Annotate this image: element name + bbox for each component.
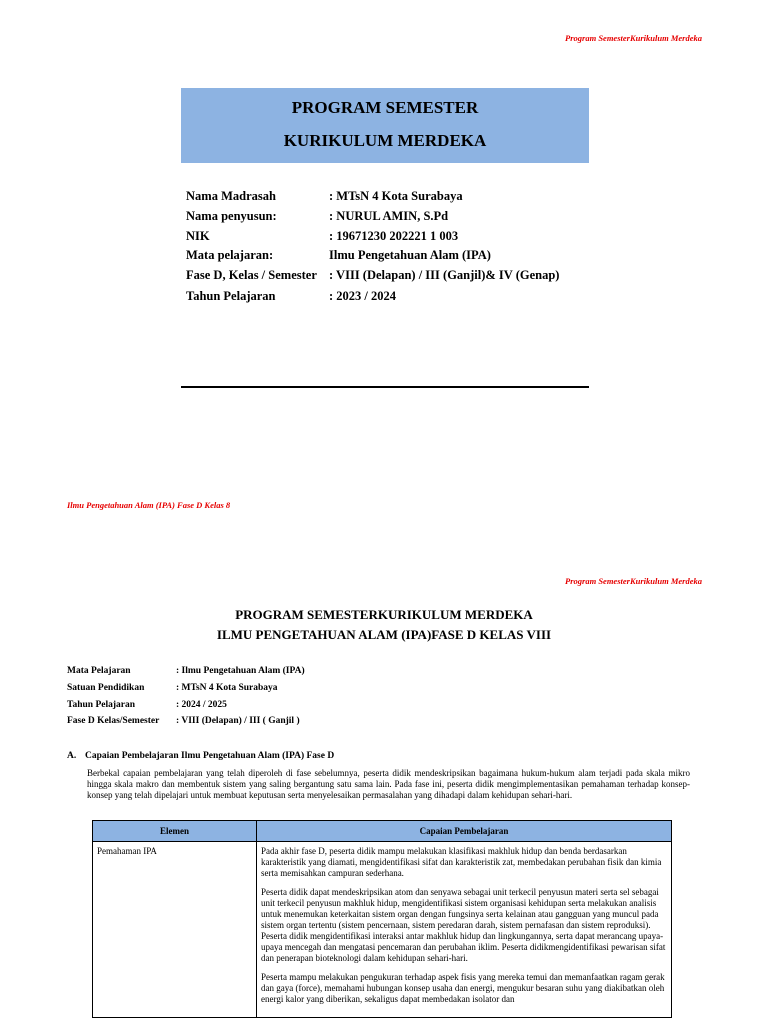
info-value: : MTsN 4 Kota Surabaya	[176, 683, 278, 693]
info-value: Ilmu Pengetahuan Alam (IPA)	[329, 248, 491, 262]
section-intro-paragraph: Berbekal capaian pembelajaran yang telah diperoleh di fase sebelumnya, peserta didik mendeskripsikan bagaimana hukum-hukum alam terjadi pada skala mikro hingga skala makro dan membentuk sistem yang saling bergantung satu sama lain. Pada fase ini, peserta didik mengimplementasikan pemahaman terhadap konsep-konsep yang telah dipelajari untuk membuat keputusan serta menyelesaikan permasalahan yang dihadapi dalam kehidupan sehari-hari.	[87, 768, 690, 800]
info-value: : VIII (Delapan) / III ( Ganjil )	[176, 716, 300, 726]
section-title: Capaian Pembelajaran Ilmu Pengetahuan Alam (IPA) Fase D	[85, 751, 335, 761]
capaian-paragraph: Pada akhir fase D, peserta didik mampu melakukan klasifikasi makhluk hidup dan benda berdasarkan karakteristik yang diamati, mengidentifikasi sifat dan karakteristik zat, membedakan perubahan fisik dan kimia serta memisahkan campuran sederhana.	[261, 846, 662, 878]
capaian-paragraph: Peserta didik dapat mendeskripsikan atom dan senyawa sebagai unit terkecil penyusun materi serta sel sebagai unit terkecil penyusun makhluk hidup, mengidentifikasi sistem organisasi kehidupan serta melakukan analisis untuk menemukan keterkaitan sistem organ dengan fungsinya serta kelainan atau gangguan yang muncul pada sistem organ tertentu (sistem pencernaan, sistem peredaran darah, sistem pernafasan dan sistem reproduksi). Peserta didik mengidentifikasi interaksi antar makhluk hidup dan lingkungannya, serta dapat merancang upaya-upaya mencegah dan mengatasi pencemaran dan perubahan iklim. Peserta didikmengidentifikasi pewarisan sifat dan penerapan bioteknologi dalam kehidupan sehari-hari.	[261, 887, 666, 963]
page-footer: Ilmu Pengetahuan Alam (IPA) Fase D Kelas 8	[67, 500, 231, 510]
section-heading	[67, 751, 667, 763]
info-label: Nama Madrasah	[186, 189, 276, 203]
info-label: Fase D, Kelas / Semester	[186, 268, 317, 282]
info-label: NIK	[186, 229, 210, 243]
column-header-capaian: Capaian Pembelajaran	[257, 821, 672, 842]
page-header: Program SemesterKurikulum Merdeka	[565, 33, 702, 43]
info-row	[0, 248, 768, 262]
info-label: Tahun Pelajaran	[67, 700, 136, 710]
capaian-paragraph: Peserta mampu melakukan pengukuran terhadap aspek fisis yang mereka temui dan memanfaatkan ragam gerak dan gaya (force), memahami hubungan konsep usaha dan energi, mengukur besaran suhu yang diakibatkan oleh energi kalor yang diberikan, sekaligus dapat membedakan isolator dan	[261, 972, 665, 1004]
document-title: PROGRAM SEMESTERKURIKULUM MERDEKA	[235, 607, 533, 622]
info-value: : VIII (Delapan) / III (Ganjil)& IV (Genap)	[329, 268, 560, 282]
info-row	[0, 189, 768, 203]
info-value: : 2023 / 2024	[329, 289, 397, 303]
cover-title-box	[181, 88, 589, 163]
info-row	[0, 229, 768, 243]
table-cell-capaian	[257, 842, 672, 1018]
table-cell-elemen: Pemahaman IPA	[93, 842, 257, 1018]
info-value: : 2024 / 2025	[176, 700, 227, 710]
document-subtitle: ILMU PENGETAHUAN ALAM (IPA)FASE D KELAS VIII	[216, 627, 552, 642]
info-row	[0, 289, 768, 303]
info-value: : NURUL AMIN, S.Pd	[329, 209, 449, 223]
table-header-row	[93, 821, 672, 842]
info-row	[0, 700, 768, 712]
info-value: : 19671230 202221 1 003	[329, 229, 459, 243]
capaian-table	[92, 820, 672, 1018]
info-row	[0, 716, 768, 728]
cover-title: PROGRAM SEMESTER	[291, 98, 479, 117]
info-row	[0, 209, 768, 223]
info-value: : Ilmu Pengetahuan Alam (IPA)	[176, 666, 305, 676]
cover-divider	[181, 386, 589, 388]
section-number: A.	[67, 751, 77, 761]
info-value: : MTsN 4 Kota Surabaya	[329, 189, 463, 203]
table-row	[93, 842, 672, 1018]
info-label: Mata Pelajaran	[67, 666, 131, 676]
info-row	[0, 666, 768, 678]
info-row	[0, 268, 768, 282]
info-label: Tahun Pelajaran	[186, 289, 276, 303]
column-header-elemen: Elemen	[93, 821, 257, 842]
info-label: Mata pelajaran:	[186, 248, 274, 262]
cover-subtitle: KURIKULUM MERDEKA	[283, 131, 487, 150]
info-row	[0, 683, 768, 695]
page-header: Program SemesterKurikulum Merdeka	[565, 576, 702, 586]
info-label: Satuan Pendidikan	[67, 683, 145, 693]
info-label: Fase D Kelas/Semester	[67, 716, 160, 726]
info-label: Nama penyusun:	[186, 209, 277, 223]
